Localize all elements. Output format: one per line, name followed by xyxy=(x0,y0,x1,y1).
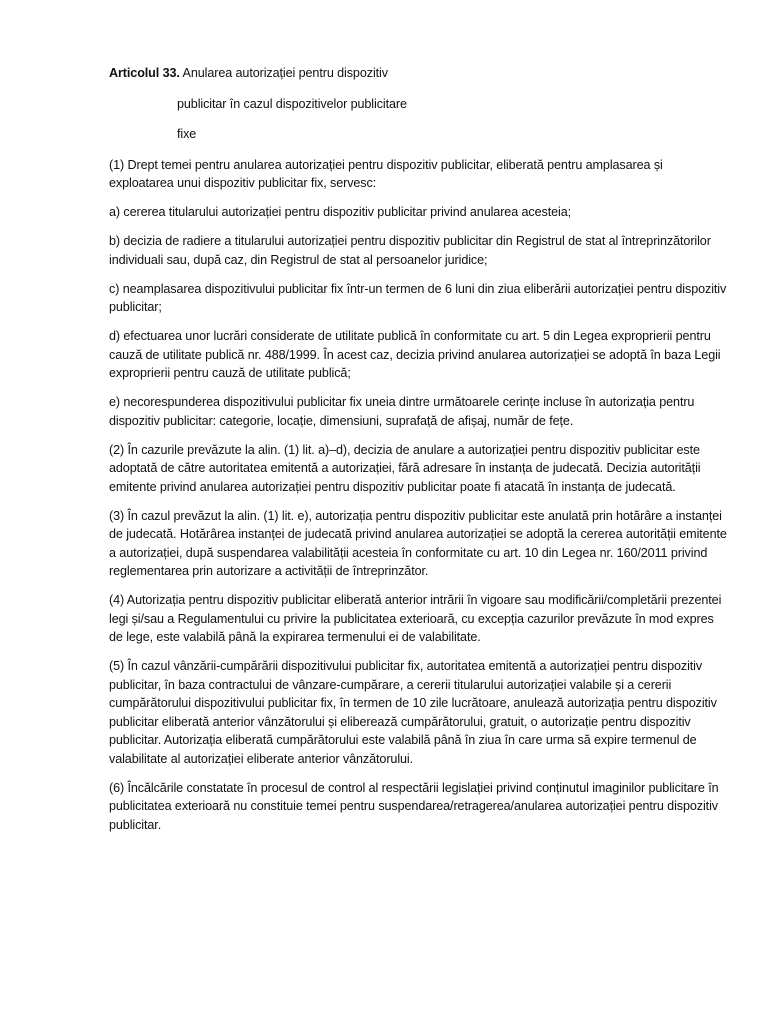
document-page xyxy=(109,64,729,845)
paragraph-1c: c) neamplasarea dispozitivului publicitar fix într-un termen de 6 luni din ziua eliberării autorizației pentru dispozitiv publicitar; xyxy=(109,281,727,314)
article-title-line-3: fixe xyxy=(177,127,197,141)
article-title-line-2: publicitar în cazul dispozitivelor publicitare xyxy=(177,96,407,111)
article-title-line-1: Anularea autorizației pentru dispozitiv xyxy=(182,66,388,80)
paragraph-1e: e) necorespunderea dispozitivului publicitar fix uneia dintre următoarele cerințe incluse în autorizația pentru dispozitiv publicitar: categorie, locație, dimensiuni, suprafață de afișaj, număr de fețe. xyxy=(109,395,695,428)
article-heading xyxy=(109,64,729,83)
paragraph-3: (3) În cazul prevăzut la alin. (1) lit. e), autorizația pentru dispozitiv publicitar este anulată prin hotărâre a instanței de judecată. Hotărârea instanței de judecată privind anularea autorizației se adoptă la cererea autorității emitente a autorizației, după suspendarea valabilității acesteia în conformitate cu art. 10 din Legea nr. 160/2011 privind reglementarea prin autorizare a activității de întreprinzător. xyxy=(109,508,727,578)
paragraph-1b: b) decizia de radiere a titularului autorizației pentru dispozitiv publicitar din Registrul de stat al întreprinzătorilor individuali sau, după caz, din Registrul de stat al persoanelor juridice; xyxy=(109,234,711,267)
paragraph-4: (4) Autorizația pentru dispozitiv publicitar eliberată anterior intrării în vigoare sau modificării/completării prezentei legi și/sau a Regulamentului cu privire la publicitatea exterioară, cu excepția cazurilor prevăzute în mod expres de lege, este valabilă până la expirarea termenului ei de valabilitate. xyxy=(109,593,722,644)
paragraph-5: (5) În cazul vânzării-cumpărării dispozitivului publicitar fix, autoritatea emitentă a autorizației pentru dispozitiv publicitar, în baza contractului de vânzare-cumpărare, a cererii titularului autorizației valabile și a cererii cumpărătorului dispozitivului publicitar fix, în termen de 10 zile lucrătoare, anulează autorizația pentru dispozitiv publicitar eliberată anterior vânzătorului și eliberează cumpărătorului, gratuit, o autorizație pentru dispozitiv publicitar. Autorizația eliberată cumpărătorului este valabilă până în ziua în care urma să expire termenul de valabilitate al autorizației eliberate anterior vânzătorului. xyxy=(109,659,717,766)
paragraph-1d: d) efectuarea unor lucrări considerate de utilitate publică în conformitate cu art. 5 din Legea exproprierii pentru cauză de utilitate publică nr. 488/1999. În acest caz, decizia privind anularea autorizației se adoptă în baza Legii exproprierii pentru cauză de utilitate publică; xyxy=(109,329,721,380)
paragraph-1: (1) Drept temei pentru anularea autorizației pentru dispozitiv publicitar, eliberată pentru amplasarea și exploatarea unui dispozitiv publicitar fix, servesc: xyxy=(109,157,663,190)
paragraph-6: (6) Încălcările constatate în procesul de control al respectării legislației privind conținutul imaginilor publicitare în publicitatea exterioară nu constituie temei pentru suspendarea/retragerea/anularea autorizației pentru dispozitiv publicitar. xyxy=(109,780,719,832)
paragraph-1a: a) cererea titularului autorizației pentru dispozitiv publicitar privind anularea acesteia; xyxy=(109,205,572,219)
article-label: Articolul 33. xyxy=(109,66,180,80)
paragraph-2: (2) În cazurile prevăzute la alin. (1) lit. a)–d), decizia de anulare a autorizației pentru dispozitiv publicitar este adoptată de către autoritatea emitentă a autorizației, fără adresare în instanța de judecată. Decizia autorității emitente privind anularea autorizației pentru dispozitiv publicitar poate fi atacată în instanța de judecată. xyxy=(109,442,701,494)
